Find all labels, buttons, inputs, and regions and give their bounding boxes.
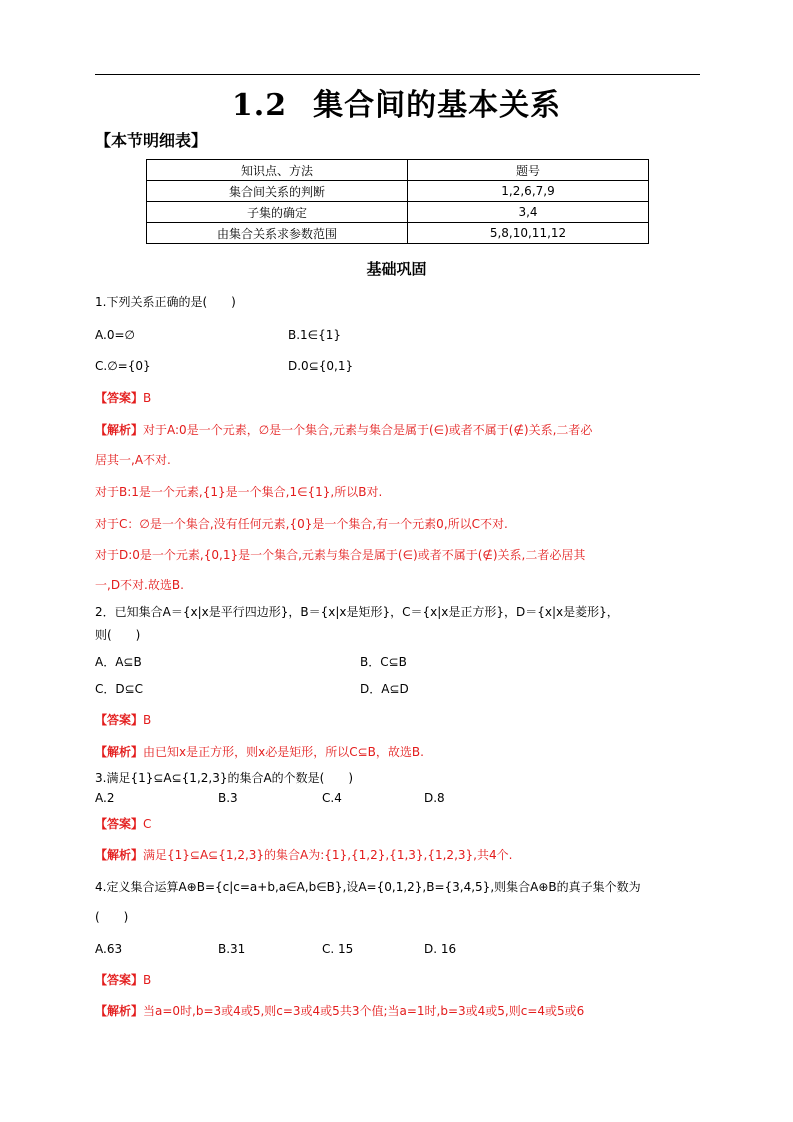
question-1-analysis-line: 对于B:1是一个元素,{1}是一个集合,1∈{1},所以B对. (95, 485, 383, 499)
question-2-answer (95, 712, 151, 728)
answer-tag: 【答案】 (95, 713, 144, 727)
question-2-analysis-line (95, 744, 424, 760)
subheading: 基础巩固 (366, 260, 427, 278)
question-4-option-a: A.63 (95, 942, 123, 956)
question-4-option-c: C. 15 (322, 942, 354, 956)
question-4-stem: ( ) (95, 910, 129, 924)
table-row (147, 202, 649, 223)
question-2-option-a: A．A⊆B (95, 655, 142, 669)
question-1-analysis-line: 对于C：∅是一个集合,没有任何元素,{0}是一个集合,有一个元素0,所以C不对. (95, 517, 508, 531)
question-2-option-d: D．A⊆D (360, 682, 409, 696)
answer-value: B (143, 973, 152, 987)
table-row (147, 223, 649, 244)
question-1-option-d: D.0⊆{0,1} (288, 359, 354, 373)
question-4-stem: 4.定义集合运算A⊕B={c|c=a+b,a∈A,b∈B},设A={0,1,2},B={3,4,5},则集合A⊕B的真子集个数为 (95, 880, 641, 894)
section-label: 【本节明细表】 (95, 131, 208, 150)
question-4-analysis-line (95, 1003, 584, 1019)
question-1-analysis-line: 对于D:0是一个元素,{0,1}是一个集合,元素与集合是属于(∈)或者不属于(∉)关系,二者必居其 (95, 548, 586, 562)
table-row (147, 181, 649, 202)
question-1-stem: 1.下列关系正确的是( ) (95, 295, 236, 309)
analysis-tag: 【解析】 (95, 745, 144, 759)
table-cell: 集合间关系的判断 (147, 181, 408, 202)
title-text: 集合间的基本关系 (313, 88, 562, 123)
header-rule (95, 74, 700, 75)
question-2-stem: 2．已知集合A＝{x|x是平行四边形}，B＝{x|x是矩形}，C＝{x|x是正方形}，D＝{x|x是菱形}， (95, 605, 619, 619)
analysis-tag: 【解析】 (95, 848, 144, 862)
answer-tag: 【答案】 (95, 817, 144, 831)
question-4-option-d: D. 16 (424, 942, 457, 956)
analysis-tag: 【解析】 (95, 423, 144, 437)
table-cell: 3,4 (408, 202, 649, 223)
answer-value: B (143, 391, 152, 405)
answer-value: C (143, 817, 152, 831)
answer-tag: 【答案】 (95, 391, 144, 405)
answer-value: B (143, 713, 152, 727)
question-1-option-b: B.1∈{1} (288, 328, 342, 342)
table-cell: 5,8,10,11,12 (408, 223, 649, 244)
title-number: 1.2 (231, 88, 288, 123)
question-3-analysis-line (95, 847, 512, 863)
analysis-text: 当a=0时,b=3或4或5,则c=3或4或5共3个值;当a=1时,b=3或4或5,则c=4或5或6 (143, 1004, 585, 1018)
question-1-analysis-line (95, 422, 592, 438)
question-4-option-b: B.31 (218, 942, 246, 956)
summary-table (146, 159, 649, 244)
question-1-answer (95, 390, 151, 406)
analysis-tag: 【解析】 (95, 1004, 144, 1018)
question-2-option-c: C．D⊆C (95, 682, 144, 696)
question-1-analysis-line: 一,D不对.故选B. (95, 578, 184, 592)
table-cell: 由集合关系求参数范围 (147, 223, 408, 244)
table-header-cell: 知识点、方法 (147, 160, 408, 181)
question-3-option-a: A.2 (95, 791, 115, 805)
table-header-row (147, 160, 649, 181)
question-2-stem: 则( ) (95, 628, 141, 642)
question-3-answer (95, 816, 151, 832)
question-1-analysis-line: 居其一,A不对. (95, 453, 171, 467)
question-3-stem: 3.满足{1}⊆A⊆{1,2,3}的集合A的个数是( ) (95, 771, 354, 785)
table-cell: 1,2,6,7,9 (408, 181, 649, 202)
question-1-option-a: A.0=∅ (95, 328, 135, 342)
question-3-option-d: D.8 (424, 791, 445, 805)
table-header-cell: 题号 (408, 160, 649, 181)
page-title (0, 80, 793, 124)
question-2-option-b: B．C⊆B (360, 655, 407, 669)
analysis-text: 对于A:0是一个元素，∅是一个集合,元素与集合是属于(∈)或者不属于(∉)关系,二者必 (143, 423, 593, 437)
table-cell: 子集的确定 (147, 202, 408, 223)
answer-tag: 【答案】 (95, 973, 144, 987)
question-3-option-c: C.4 (322, 791, 342, 805)
question-4-answer (95, 972, 151, 988)
question-1-option-c: C.∅={0} (95, 359, 151, 373)
analysis-text: 由已知x是正方形，则x必是矩形，所以C⊆B，故选B. (143, 745, 424, 759)
analysis-text: 满足{1}⊆A⊆{1,2,3}的集合A为:{1},{1,2},{1,3},{1,2,3},共4个. (143, 848, 513, 862)
question-3-option-b: B.3 (218, 791, 238, 805)
